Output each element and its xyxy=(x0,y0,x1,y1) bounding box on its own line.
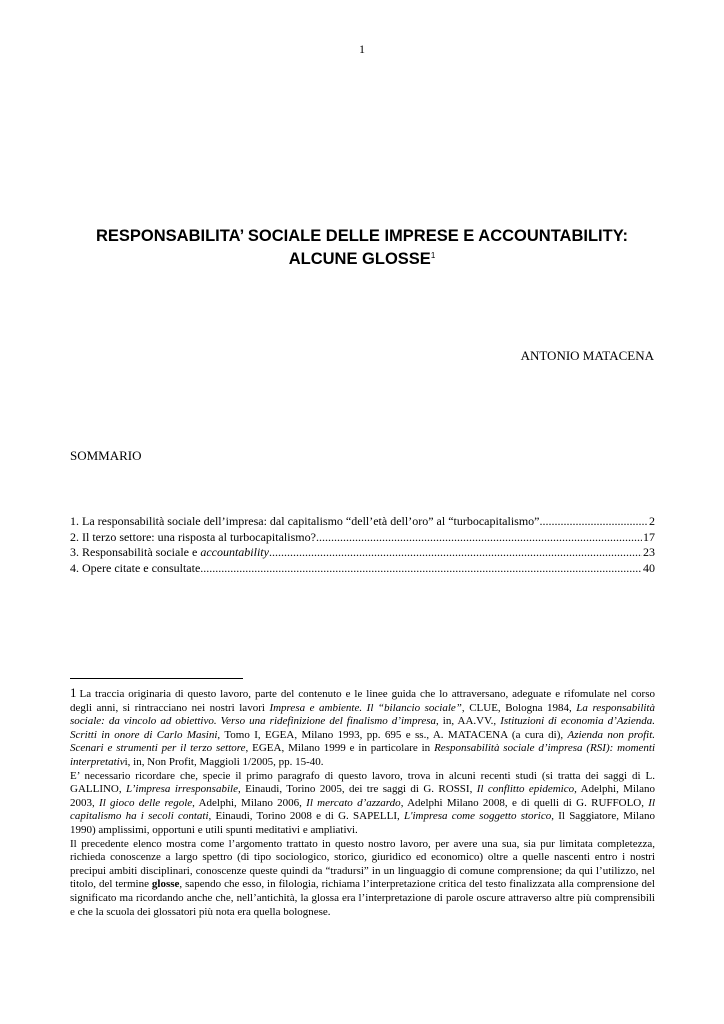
toc-item[interactable] xyxy=(70,545,655,561)
fn-text: , Einaudi, Torino 2008 e di G. SAPELLI, xyxy=(208,810,404,823)
toc-leader xyxy=(200,561,642,577)
footnote-paragraph-3 xyxy=(70,838,655,920)
fn-citation: La responsabilità sociale: da vincolo ad obiettivo. Verso una ridefinizione del finalismo d’impresa xyxy=(70,701,655,728)
fn-text: E’ necessario ricordare che, specie il primo paragrafo di questo lavoro, trova in alcuni recenti studi (si tratta dei saggi di L. GALLINO, xyxy=(70,769,655,796)
author-name: ANTONIO MATACENA xyxy=(520,348,654,363)
fn-text: , sapendo che esso, in filologia, richiama l’interpretazione critica del testo finalizzata alla comprensione del significato ma ricordando anche che, nell’antichità, la glossa era l’interpretazione di parole oscure attraverso altre più comprensibili e che la scuola dei glossatori più nota era quella bolognese. xyxy=(70,878,655,918)
title-line-2 xyxy=(60,246,664,269)
toc-item-title xyxy=(70,545,269,561)
fn-text: , Tomo I, EGEA, Milano 1993, pp. 695 e ss., A. MATACENA (a cura di), xyxy=(217,728,568,741)
fn-citation: Il mercato d’azzardo xyxy=(306,796,401,809)
fn-citation: Azienda non profit. Scenari e strumenti per il terzo settore xyxy=(70,728,656,755)
fn-text: , Einaudi, Torino 2005, dei tre saggi di G. ROSSI, xyxy=(237,783,477,796)
fn-text: , EGEA, Milano 1999 e in particolare in xyxy=(245,742,435,755)
footnote-1 xyxy=(70,686,655,919)
fn-citation: Il gioco delle regole xyxy=(99,796,193,809)
fn-text: , in, AA.VV., xyxy=(436,715,501,728)
fn-citation: Responsabilità sociale d’impresa (RSI): momenti interpretativ xyxy=(70,742,656,768)
summary-heading: SOMMARIO xyxy=(70,448,142,463)
toc-item-title: 1. La responsabilità sociale dell’impresa: dal capitalismo “dell’età dell’oro” al “turbocapitalismo” xyxy=(70,514,540,528)
fn-citation: L'impresa come soggetto storico xyxy=(404,810,552,823)
footnote-mark: 1 xyxy=(70,685,77,700)
toc-item-title: 4. Opere citate e consultate xyxy=(70,560,201,575)
toc-item[interactable] xyxy=(70,530,655,546)
toc-item-title-em: accountability xyxy=(200,545,269,559)
toc-item[interactable] xyxy=(70,514,655,530)
fn-text: , Adelphi, Milano 2003, xyxy=(70,783,655,809)
footnote-paragraph-2 xyxy=(70,770,655,838)
fn-citation: Il capitalismo ha i secoli contati xyxy=(70,796,656,823)
footnote-paragraph-1 xyxy=(70,686,655,770)
toc-leader xyxy=(540,514,649,530)
document-title xyxy=(60,226,664,269)
fn-text: , CLUE, Bologna 1984, xyxy=(461,701,577,714)
fn-citation: Istituzioni di economia d’Azienda. Scritti in onore di Carlo Masini xyxy=(70,715,655,741)
fn-text: , Adelphi Milano 2008, e di quelli di G. RUFFOLO, xyxy=(400,796,649,809)
toc-leader xyxy=(269,545,642,561)
fn-text: La traccia originaria di questo lavoro, parte del contenuto e le linee guida che lo attraversano, adeguate e rifomulate nel corso degli anni, si rintracciano nei nostri lavori xyxy=(70,688,655,714)
fn-text: Il precedente elenco mostra come l’argomento trattato in questo nostro lavoro, per avere una sua, sia pur limitata completezza, richieda conoscenze a largo spettro (di tipo sociologico, storico, giuridico ed economico) oltre a quelle nascenti entro i nostri precipui ambiti disciplinari, conoscenze queste quindi da “tradursi” in un linguaggio di comune comprensione; da qui l’utilizzo, nel titolo, del termine xyxy=(70,837,655,891)
toc-item[interactable] xyxy=(70,561,655,577)
fn-citation: Il conflitto epidemico xyxy=(476,783,575,796)
footnote-separator xyxy=(70,678,243,679)
title-line-2-text: ALCUNE GLOSSE xyxy=(288,250,431,268)
fn-text: i, in, Non Profit, Maggioli 1/2005, pp. 15-40. xyxy=(124,755,324,768)
title-line-1: RESPONSABILITA’ SOCIALE DELLE IMPRESE E ACCOUNTABILITY: xyxy=(95,227,628,245)
page-number: 1 xyxy=(359,42,365,56)
fn-text: , Adelphi, Milano 2006, xyxy=(192,796,307,809)
title-footnote-ref[interactable]: 1 xyxy=(430,251,436,260)
toc-item-page: 17 xyxy=(643,529,655,544)
toc-item-page: 23 xyxy=(643,545,655,559)
toc-item-page: 40 xyxy=(643,560,655,575)
fn-citation: L’impresa irresponsabile xyxy=(126,783,238,796)
toc-item-page: 2 xyxy=(649,514,655,528)
toc-leader xyxy=(316,530,642,546)
table-of-contents xyxy=(70,514,655,576)
fn-bold-term: glosse xyxy=(151,878,180,891)
fn-citation: Impresa e ambiente. Il “bilancio sociale” xyxy=(269,701,462,714)
toc-item-title-pre: 3. Responsabilità sociale e xyxy=(70,545,201,559)
toc-item-title: 2. Il terzo settore: una risposta al turbocapitalismo? xyxy=(70,529,316,544)
fn-text: , Il Saggiatore, Milano 1990) amplissimi, opportuni e utili spunti meditativi e ampliativi. xyxy=(70,810,655,836)
